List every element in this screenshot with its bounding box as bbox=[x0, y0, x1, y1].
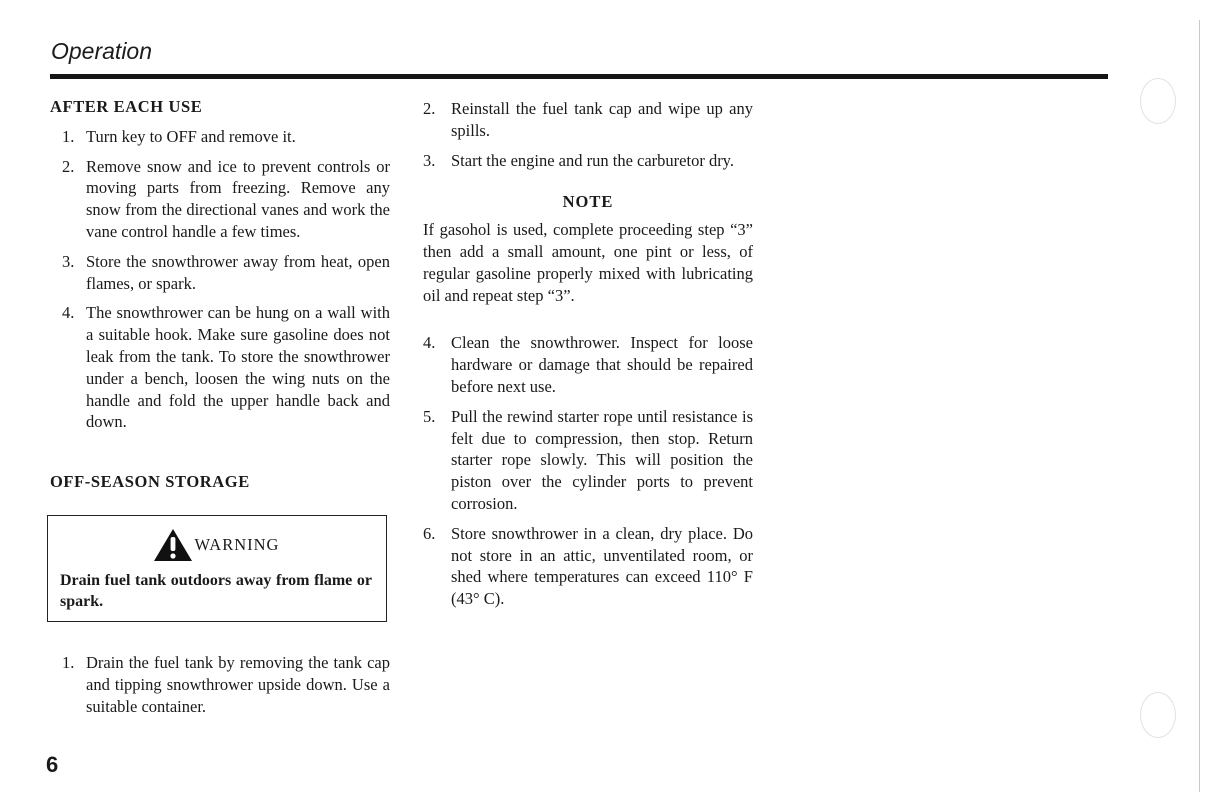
item-text: Store snowthrower in a clean, dry place. Do not store in an attic, unventilated room, or shed where temperatures can exceed 110° F (43° C). bbox=[451, 523, 753, 609]
list-item bbox=[50, 652, 390, 717]
item-number: 1. bbox=[62, 652, 75, 672]
warning-triangle-icon bbox=[153, 528, 193, 562]
item-number: 6. bbox=[423, 523, 436, 543]
left-column bbox=[50, 96, 390, 725]
off-season-list-continued bbox=[423, 98, 753, 171]
note-text: If gasohol is used, complete proceeding step “3” then add a small amount, one pint or less, of regular gasoline properly mixed with lubricating oil and repeat step “3”. bbox=[423, 220, 753, 305]
item-text: Reinstall the fuel tank cap and wipe up any spills. bbox=[451, 99, 753, 140]
item-number: 4. bbox=[423, 333, 436, 353]
item-text: Pull the rewind starter rope until resistance is felt due to compression, then stop. Return starter rope slowly. This will position the piston over the cylinder ports to prevent corrosion. bbox=[451, 406, 753, 513]
item-text: Remove snow and ice to prevent controls or moving parts from freezing. Remove any snow from the directional vanes and work the vane control handle a few times. bbox=[86, 156, 390, 241]
item-number: 1. bbox=[62, 126, 75, 146]
note-heading: NOTE bbox=[562, 192, 614, 212]
binder-hole-bottom bbox=[1140, 692, 1176, 738]
list-item bbox=[50, 126, 390, 148]
item-number: 2. bbox=[62, 156, 75, 176]
list-item bbox=[50, 302, 390, 433]
page-edge-line bbox=[1199, 20, 1200, 792]
list-item bbox=[423, 523, 753, 610]
list-item bbox=[423, 150, 753, 172]
warning-box bbox=[47, 515, 387, 622]
item-number: 2. bbox=[423, 99, 436, 118]
list-item bbox=[423, 98, 753, 142]
after-each-use-heading: AFTER EACH USE bbox=[50, 97, 203, 116]
item-number: 4. bbox=[62, 303, 75, 323]
list-item bbox=[423, 406, 753, 515]
item-text: Start the engine and run the carburetor dry. bbox=[451, 150, 734, 170]
item-number: 3. bbox=[423, 150, 436, 170]
item-text: Store the snowthrower away from heat, open flames, or spark. bbox=[86, 251, 390, 293]
item-text: Turn key to OFF and remove it. bbox=[86, 126, 296, 146]
list-item bbox=[50, 156, 390, 243]
list-item bbox=[50, 251, 390, 295]
warning-label: WARNING bbox=[194, 535, 280, 555]
item-number: 3. bbox=[62, 251, 75, 271]
off-season-list-after-note bbox=[423, 332, 753, 610]
warning-text: Drain fuel tank outdoors away from flame or spark. bbox=[60, 571, 372, 611]
page-number: 6 bbox=[46, 752, 59, 777]
off-season-list-start bbox=[50, 652, 390, 717]
after-each-use-list bbox=[50, 126, 390, 433]
item-text: The snowthrower can be hung on a wall with a suitable hook. Make sure gasoline does not leak from the tank. To store the snowthrower under a bench, loosen the wing nuts on the handle and fold the upper handle back and down. bbox=[86, 303, 390, 432]
binder-hole-top bbox=[1140, 78, 1176, 124]
header-rule bbox=[50, 74, 1108, 79]
warning-header bbox=[60, 528, 372, 562]
right-column bbox=[423, 98, 753, 618]
item-number: 5. bbox=[423, 406, 436, 426]
list-item bbox=[423, 332, 753, 397]
page-title: Operation bbox=[51, 38, 153, 64]
item-text: Drain the fuel tank by removing the tank cap and tipping snowthrower upside down. Use a suitable container. bbox=[86, 652, 390, 716]
item-text: Clean the snowthrower. Inspect for loose hardware or damage that should be repaired before next use. bbox=[451, 333, 753, 396]
off-season-storage-heading: OFF-SEASON STORAGE bbox=[50, 472, 250, 492]
